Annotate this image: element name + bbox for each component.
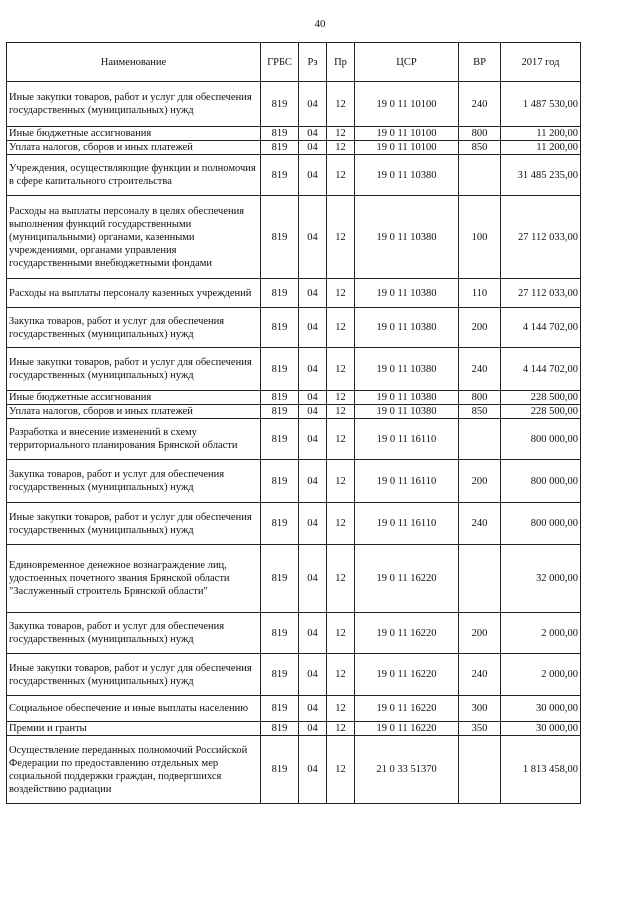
cell-csr: 19 0 11 16220 [355,613,459,654]
cell-rz: 04 [299,279,327,308]
cell-csr: 19 0 11 10380 [355,405,459,419]
cell-name: Иные закупки товаров, работ и услуг для обеспечения государственных (муниципальных) нужд [7,503,261,545]
cell-grbs: 819 [261,155,299,196]
cell-vr: 200 [459,308,501,348]
cell-vr: 850 [459,141,501,155]
cell-pr: 12 [327,503,355,545]
cell-rz: 04 [299,196,327,279]
cell-rz: 04 [299,545,327,613]
cell-vr: 200 [459,460,501,503]
cell-vr: 240 [459,654,501,696]
cell-rz: 04 [299,82,327,127]
cell-rz: 04 [299,654,327,696]
cell-pr: 12 [327,545,355,613]
cell-vr [459,419,501,460]
cell-grbs: 819 [261,722,299,736]
cell-csr: 19 0 11 16220 [355,545,459,613]
cell-rz: 04 [299,736,327,804]
cell-pr: 12 [327,155,355,196]
cell-vr: 110 [459,279,501,308]
cell-grbs: 819 [261,503,299,545]
cell-name: Закупка товаров, работ и услуг для обеспечения государственных (муниципальных) нужд [7,613,261,654]
cell-rz: 04 [299,391,327,405]
cell-grbs: 819 [261,308,299,348]
cell-rz: 04 [299,503,327,545]
cell-csr: 19 0 11 16220 [355,722,459,736]
cell-vr: 800 [459,391,501,405]
table-row [7,127,581,141]
table-row [7,279,581,308]
cell-amount: 31 485 235,00 [501,155,581,196]
header-grbs: ГРБС [261,43,299,82]
cell-pr: 12 [327,696,355,722]
table-row [7,545,581,613]
cell-pr: 12 [327,279,355,308]
cell-grbs: 819 [261,82,299,127]
cell-pr: 12 [327,348,355,391]
table-row [7,348,581,391]
cell-pr: 12 [327,419,355,460]
header-rz: Рз [299,43,327,82]
cell-rz: 04 [299,460,327,503]
budget-table [6,42,581,804]
cell-pr: 12 [327,391,355,405]
cell-grbs: 819 [261,196,299,279]
cell-grbs: 819 [261,460,299,503]
cell-name: Уплата налогов, сборов и иных платежей [7,405,261,419]
cell-name: Закупка товаров, работ и услуг для обеспечения государственных (муниципальных) нужд [7,308,261,348]
cell-csr: 19 0 11 10380 [355,279,459,308]
cell-amount: 30 000,00 [501,696,581,722]
table-row [7,405,581,419]
cell-grbs: 819 [261,405,299,419]
cell-vr: 850 [459,405,501,419]
cell-amount: 32 000,00 [501,545,581,613]
cell-amount: 2 000,00 [501,613,581,654]
cell-vr [459,155,501,196]
cell-amount: 11 200,00 [501,141,581,155]
cell-pr: 12 [327,722,355,736]
table-row [7,613,581,654]
cell-amount: 27 112 033,00 [501,196,581,279]
header-vr: ВР [459,43,501,82]
table-row [7,82,581,127]
cell-vr: 200 [459,613,501,654]
cell-rz: 04 [299,696,327,722]
cell-name: Иные закупки товаров, работ и услуг для обеспечения государственных (муниципальных) нужд [7,82,261,127]
cell-name: Иные закупки товаров, работ и услуг для обеспечения государственных (муниципальных) нужд [7,654,261,696]
cell-name: Разработка и внесение изменений в схему территориального планирования Брянской области [7,419,261,460]
cell-pr: 12 [327,405,355,419]
cell-csr: 19 0 11 10380 [355,155,459,196]
cell-vr [459,545,501,613]
cell-name: Социальное обеспечение и иные выплаты населению [7,696,261,722]
cell-vr: 240 [459,82,501,127]
cell-rz: 04 [299,613,327,654]
table-row [7,391,581,405]
cell-amount: 1 487 530,00 [501,82,581,127]
cell-grbs: 819 [261,419,299,460]
cell-pr: 12 [327,82,355,127]
cell-amount: 228 500,00 [501,391,581,405]
cell-csr: 19 0 11 10380 [355,308,459,348]
cell-vr: 240 [459,503,501,545]
cell-name: Иные бюджетные ассигнования [7,391,261,405]
cell-amount: 4 144 702,00 [501,348,581,391]
table-row [7,419,581,460]
cell-name: Расходы на выплаты персоналу в целях обеспечения выполнения функций государственными (муниципальными) органами, казенными учреждениями, органами управления государственными внебюджетными фондами [7,196,261,279]
cell-csr: 19 0 11 10380 [355,391,459,405]
cell-amount: 4 144 702,00 [501,308,581,348]
cell-vr: 300 [459,696,501,722]
table-row [7,460,581,503]
cell-pr: 12 [327,736,355,804]
cell-name: Иные бюджетные ассигнования [7,127,261,141]
cell-name: Осуществление переданных полномочий Российской Федерации по предоставлению отдельных мер социальной поддержки граждан, подвергшихся воздействию радиации [7,736,261,804]
cell-csr: 19 0 11 16220 [355,696,459,722]
cell-pr: 12 [327,141,355,155]
cell-rz: 04 [299,141,327,155]
cell-csr: 19 0 11 16220 [355,654,459,696]
cell-grbs: 819 [261,127,299,141]
cell-amount: 30 000,00 [501,722,581,736]
cell-csr: 19 0 11 10380 [355,196,459,279]
cell-grbs: 819 [261,391,299,405]
cell-csr: 19 0 11 10100 [355,141,459,155]
cell-csr: 19 0 11 10100 [355,127,459,141]
cell-pr: 12 [327,127,355,141]
table-row [7,196,581,279]
cell-vr: 800 [459,127,501,141]
cell-grbs: 819 [261,613,299,654]
cell-pr: 12 [327,654,355,696]
cell-csr: 19 0 11 10100 [355,82,459,127]
cell-rz: 04 [299,155,327,196]
table-row [7,736,581,804]
cell-name: Единовременное денежное вознаграждение лиц, удостоенных почетного звания Брянской области "Заслуженный строитель Брянской области" [7,545,261,613]
cell-csr: 19 0 11 16110 [355,460,459,503]
table-row [7,722,581,736]
cell-pr: 12 [327,613,355,654]
page-number: 40 [314,18,326,30]
cell-pr: 12 [327,196,355,279]
header-pr: Пр [327,43,355,82]
cell-csr: 19 0 11 16110 [355,503,459,545]
cell-amount: 800 000,00 [501,460,581,503]
cell-name: Иные закупки товаров, работ и услуг для обеспечения государственных (муниципальных) нужд [7,348,261,391]
cell-amount: 800 000,00 [501,419,581,460]
table-header-row [7,43,581,82]
cell-grbs: 819 [261,736,299,804]
cell-rz: 04 [299,419,327,460]
cell-pr: 12 [327,308,355,348]
cell-grbs: 819 [261,545,299,613]
cell-rz: 04 [299,722,327,736]
cell-amount: 1 813 458,00 [501,736,581,804]
cell-grbs: 819 [261,348,299,391]
cell-name: Закупка товаров, работ и услуг для обеспечения государственных (муниципальных) нужд [7,460,261,503]
cell-vr: 100 [459,196,501,279]
table-row [7,155,581,196]
cell-rz: 04 [299,127,327,141]
cell-amount: 27 112 033,00 [501,279,581,308]
cell-name: Расходы на выплаты персоналу казенных учреждений [7,279,261,308]
table-row [7,654,581,696]
cell-csr: 21 0 33 51370 [355,736,459,804]
cell-amount: 11 200,00 [501,127,581,141]
header-csr: ЦСР [355,43,459,82]
table-row [7,503,581,545]
cell-amount: 228 500,00 [501,405,581,419]
cell-grbs: 819 [261,696,299,722]
header-year: 2017 год [501,43,581,82]
cell-rz: 04 [299,348,327,391]
header-name: Наименование [7,43,261,82]
cell-name: Учреждения, осуществляющие функции и полномочия в сфере капитального строительства [7,155,261,196]
cell-amount: 800 000,00 [501,503,581,545]
cell-vr [459,736,501,804]
cell-rz: 04 [299,405,327,419]
table-row [7,141,581,155]
cell-csr: 19 0 11 16110 [355,419,459,460]
table-row [7,696,581,722]
cell-name: Премии и гранты [7,722,261,736]
cell-vr: 350 [459,722,501,736]
cell-name: Уплата налогов, сборов и иных платежей [7,141,261,155]
cell-grbs: 819 [261,654,299,696]
cell-vr: 240 [459,348,501,391]
cell-rz: 04 [299,308,327,348]
table-row [7,308,581,348]
cell-pr: 12 [327,460,355,503]
cell-grbs: 819 [261,141,299,155]
cell-grbs: 819 [261,279,299,308]
cell-csr: 19 0 11 10380 [355,348,459,391]
cell-amount: 2 000,00 [501,654,581,696]
